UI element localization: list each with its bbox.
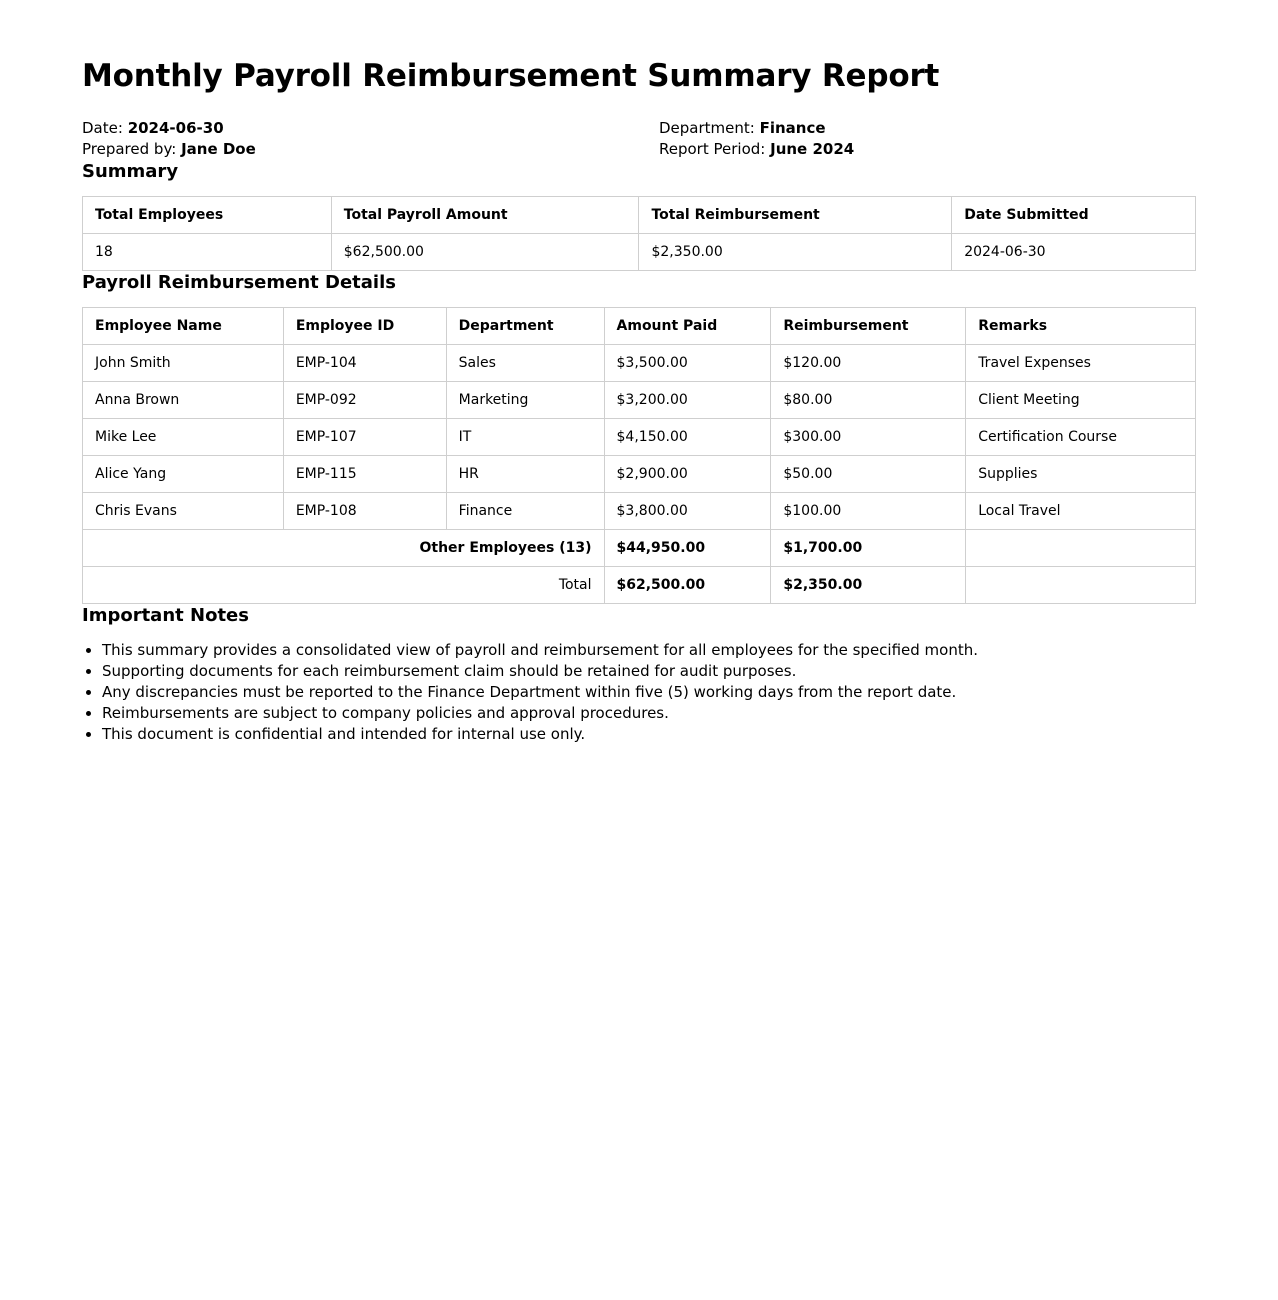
total-row (83, 567, 1196, 604)
table-row (83, 419, 1196, 456)
summary-total-reimbursement: $2,350.00 (639, 234, 952, 271)
meta-department (659, 118, 1196, 139)
details-header-row (83, 308, 1196, 345)
meta-report-period (659, 139, 1196, 160)
table-row (83, 493, 1196, 530)
notes-heading: Important Notes (82, 605, 249, 626)
summary-total-employees: 18 (83, 234, 332, 271)
amount-paid-cell: $3,800.00 (604, 493, 771, 530)
meta-prepared-label: Prepared by: (82, 140, 177, 158)
total-amount: $62,500.00 (604, 567, 771, 604)
report-meta (82, 118, 1196, 160)
page-title: Monthly Payroll Reimbursement Summary Report (82, 58, 940, 94)
remarks-cell: Client Meeting (966, 382, 1196, 419)
list-item: • Supporting documents for each reimbursement claim should be retained for audit purposes. (102, 661, 1196, 682)
department-cell: IT (446, 419, 604, 456)
employee-id-cell: EMP-092 (283, 382, 446, 419)
list-item: • Any discrepancies must be reported to the Finance Department within five (5) working days from the report date. (102, 682, 1196, 703)
employee-name-cell: Alice Yang (83, 456, 284, 493)
employee-id-cell: EMP-108 (283, 493, 446, 530)
employee-name-cell: John Smith (83, 345, 284, 382)
employee-id-cell: EMP-107 (283, 419, 446, 456)
meta-prepared-value: Jane Doe (181, 140, 256, 158)
reimbursement-cell: $50.00 (771, 456, 966, 493)
list-item: • Reimbursements are subject to company policies and approval procedures. (102, 703, 1196, 724)
meta-department-value: Finance (759, 119, 826, 137)
reimbursement-cell: $120.00 (771, 345, 966, 382)
meta-period-label: Report Period: (659, 140, 766, 158)
department-cell: Finance (446, 493, 604, 530)
department-cell: Sales (446, 345, 604, 382)
reimbursement-cell: $80.00 (771, 382, 966, 419)
other-employees-label: Other Employees (13) (83, 530, 605, 567)
amount-paid-cell: $4,150.00 (604, 419, 771, 456)
meta-prepared-by (82, 139, 659, 160)
summary-total-payroll: $62,500.00 (331, 234, 639, 271)
other-employees-reimbursement: $1,700.00 (771, 530, 966, 567)
total-label: Total (83, 567, 605, 604)
summary-row (83, 234, 1196, 271)
meta-right-column (659, 118, 1196, 160)
other-employees-row (83, 530, 1196, 567)
employee-id-cell: EMP-115 (283, 456, 446, 493)
employee-id-cell: EMP-104 (283, 345, 446, 382)
details-header-cell: Remarks (966, 308, 1196, 345)
details-table (82, 307, 1196, 604)
summary-header-cell: Date Submitted (952, 197, 1196, 234)
summary-header-row (83, 197, 1196, 234)
other-employees-amount: $44,950.00 (604, 530, 771, 567)
details-header-cell: Amount Paid (604, 308, 771, 345)
amount-paid-cell: $3,200.00 (604, 382, 771, 419)
meta-date-label: Date: (82, 119, 123, 137)
list-item: • This document is confidential and intended for internal use only. (102, 724, 1196, 745)
amount-paid-cell: $3,500.00 (604, 345, 771, 382)
summary-header-cell: Total Payroll Amount (331, 197, 639, 234)
remarks-cell: Travel Expenses (966, 345, 1196, 382)
details-header-cell: Employee Name (83, 308, 284, 345)
meta-date (82, 118, 659, 139)
employee-name-cell: Mike Lee (83, 419, 284, 456)
notes-list (82, 640, 1196, 745)
summary-header-cell: Total Reimbursement (639, 197, 952, 234)
details-heading: Payroll Reimbursement Details (82, 272, 396, 293)
summary-header-cell: Total Employees (83, 197, 332, 234)
table-row (83, 345, 1196, 382)
meta-period-value: June 2024 (770, 140, 855, 158)
table-row (83, 456, 1196, 493)
details-header-cell: Reimbursement (771, 308, 966, 345)
list-item: • This summary provides a consolidated view of payroll and reimbursement for all employees for the specified month. (102, 640, 1196, 661)
remarks-cell: Supplies (966, 456, 1196, 493)
summary-date-submitted: 2024-06-30 (952, 234, 1196, 271)
meta-department-label: Department: (659, 119, 755, 137)
department-cell: HR (446, 456, 604, 493)
amount-paid-cell: $2,900.00 (604, 456, 771, 493)
total-remarks (966, 567, 1196, 604)
meta-left-column (82, 118, 659, 160)
details-header-cell: Employee ID (283, 308, 446, 345)
employee-name-cell: Anna Brown (83, 382, 284, 419)
table-row (83, 382, 1196, 419)
remarks-cell: Certification Course (966, 419, 1196, 456)
employee-name-cell: Chris Evans (83, 493, 284, 530)
summary-table (82, 196, 1196, 271)
remarks-cell: Local Travel (966, 493, 1196, 530)
department-cell: Marketing (446, 382, 604, 419)
total-reimbursement: $2,350.00 (771, 567, 966, 604)
details-header-cell: Department (446, 308, 604, 345)
summary-heading: Summary (82, 161, 179, 182)
meta-date-value: 2024-06-30 (127, 119, 224, 137)
other-employees-remarks (966, 530, 1196, 567)
reimbursement-cell: $100.00 (771, 493, 966, 530)
reimbursement-cell: $300.00 (771, 419, 966, 456)
